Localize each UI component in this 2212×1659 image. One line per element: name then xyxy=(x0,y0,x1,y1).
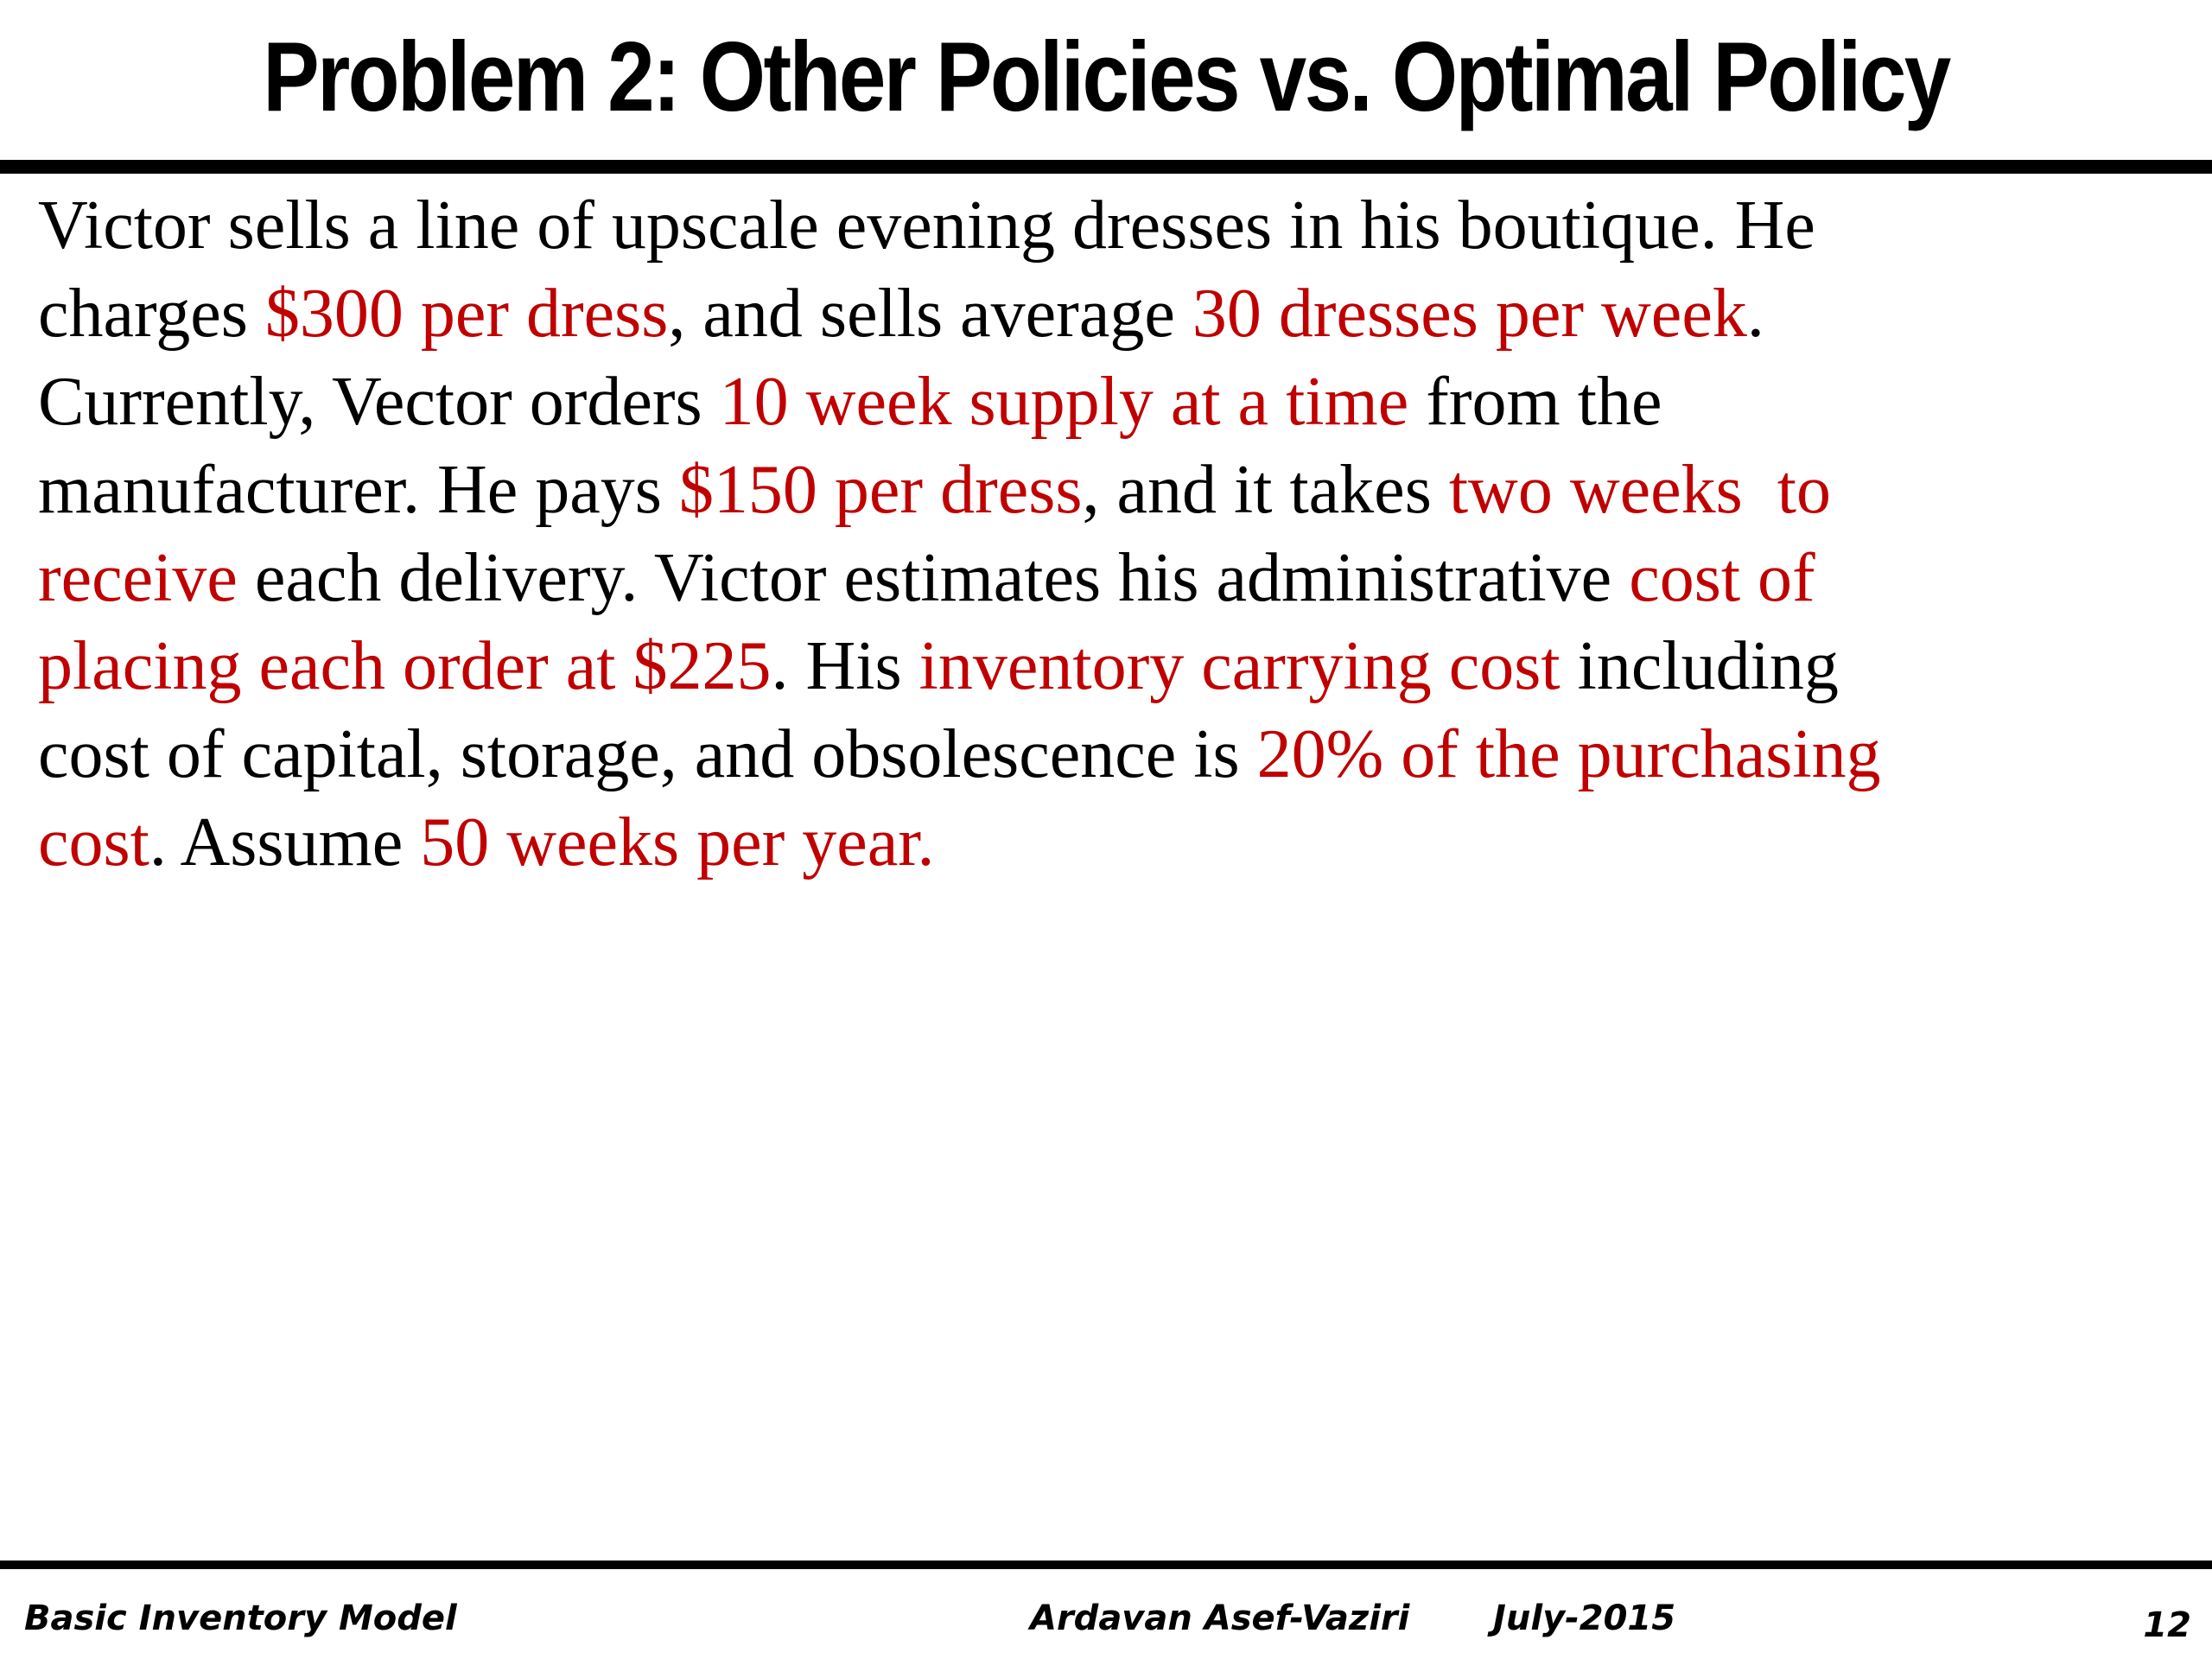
highlighted-phrase: 30 dresses per week xyxy=(1192,276,1747,352)
footer-date: July-2015 xyxy=(1493,1599,1676,1638)
text-segment: . xyxy=(1746,276,1764,352)
text-segment: Victor sells a line of upscale evening dresses in his boutique. He xyxy=(38,188,1815,264)
text-line xyxy=(38,710,2181,798)
page-number: 12 xyxy=(2143,1605,2191,1645)
highlighted-phrase: cost of xyxy=(1629,540,1815,616)
highlighted-phrase: 50 weeks per year. xyxy=(420,804,935,880)
text-segment: from the xyxy=(1408,364,1662,440)
footer-author: Ardavan Asef-Vaziri xyxy=(1030,1599,1410,1638)
highlighted-phrase: cost xyxy=(38,804,149,880)
text-line xyxy=(38,358,2181,446)
highlighted-phrase: two weeks to xyxy=(1448,452,1831,528)
text-segment: . His xyxy=(771,628,919,704)
highlighted-phrase: placing each order at $225 xyxy=(38,628,772,704)
highlighted-phrase: receive xyxy=(38,540,238,616)
footer-course: Basic Inventory Model xyxy=(24,1599,457,1638)
text-segment: . Assume xyxy=(149,804,421,880)
title-divider xyxy=(0,160,2212,174)
text-segment: charges xyxy=(38,276,265,352)
text-segment: Currently, Vector orders xyxy=(38,364,720,440)
text-line xyxy=(38,446,2181,534)
footer-divider xyxy=(0,1560,2212,1569)
text-segment: cost of capital, storage, and obsolescence is xyxy=(38,716,1257,792)
slide-title: Problem 2: Other Policies vs. Optimal Policy xyxy=(263,22,1949,132)
text-line xyxy=(38,534,2181,622)
text-line xyxy=(38,181,2181,270)
text-segment: each delivery. Victor estimates his administrative xyxy=(237,540,1630,616)
problem-statement xyxy=(38,181,2181,887)
highlighted-phrase: 10 week supply at a time xyxy=(719,364,1409,440)
highlighted-phrase: inventory carrying cost xyxy=(918,628,1560,704)
highlighted-phrase: $150 per dress xyxy=(678,452,1083,528)
highlighted-phrase: $300 per dress xyxy=(264,276,669,352)
text-segment: including xyxy=(1560,628,1839,704)
text-segment: , and it takes xyxy=(1082,452,1449,528)
text-line xyxy=(38,622,2181,710)
text-line xyxy=(38,798,2181,887)
text-segment: manufacturer. He pays xyxy=(38,452,679,528)
text-segment: , and sells average xyxy=(668,276,1192,352)
text-line xyxy=(38,270,2181,358)
highlighted-phrase: 20% of the purchasing xyxy=(1256,716,1881,792)
